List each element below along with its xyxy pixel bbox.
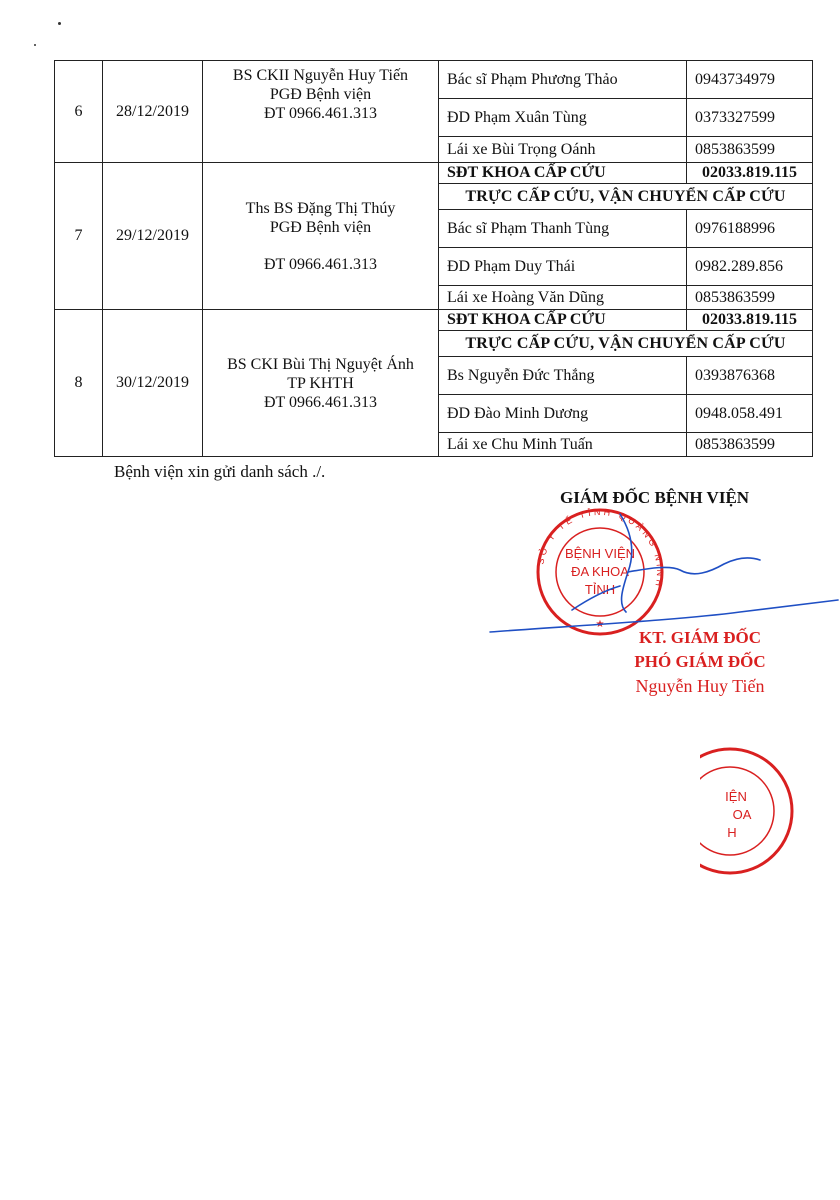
leader-position: PGĐ Bệnh viện bbox=[269, 218, 372, 236]
scan-speck bbox=[34, 44, 36, 46]
partial-seal-line-2: OA bbox=[732, 807, 752, 822]
row-number: 7 bbox=[55, 163, 103, 310]
staff-name: Bs Nguyễn Đức Thắng bbox=[439, 357, 687, 395]
partial-seal-line-3: H bbox=[727, 825, 737, 840]
leader-name: Ths BS Đặng Thị Thúy bbox=[245, 199, 396, 217]
leader-phone: ĐT 0966.461.313 bbox=[263, 393, 378, 411]
staff-name: Lái xe Chu Minh Tuấn bbox=[439, 433, 687, 457]
staff-phone: 0976188996 bbox=[687, 210, 813, 248]
scan-speck bbox=[58, 22, 61, 25]
leader-name: BS CKII Nguyễn Huy Tiến bbox=[232, 67, 409, 84]
table-row bbox=[55, 61, 813, 99]
seal-line-1: BỆNH VIỆN bbox=[564, 546, 636, 561]
duty-date: 28/12/2019 bbox=[103, 61, 203, 163]
staff-name: ĐD Phạm Xuân Tùng bbox=[439, 99, 687, 137]
seal-line-2: ĐA KHOA bbox=[571, 564, 629, 579]
table-row bbox=[55, 163, 813, 184]
emergency-phone-label: SĐT KHOA CẤP CỨU bbox=[439, 310, 687, 331]
duty-header: TRỰC CẤP CỨU, VẬN CHUYỂN CẤP CỨU bbox=[439, 184, 813, 210]
staff-phone: 0948.058.491 bbox=[687, 395, 813, 433]
partial-seal bbox=[700, 745, 800, 880]
duty-header: TRỰC CẤP CỨU, VẬN CHUYỂN CẤP CỨU bbox=[439, 331, 813, 357]
closing-statement: Bệnh viện xin gửi danh sách ./. bbox=[114, 462, 326, 481]
leader-phone: ĐT 0966.461.313 bbox=[263, 105, 378, 122]
seal-ring-text: SỞ Y TẾ TỈNH QUẢNG NINH bbox=[535, 506, 666, 591]
staff-name: ĐD Phạm Duy Thái bbox=[439, 248, 687, 286]
signature-block bbox=[600, 626, 800, 698]
row-number: 8 bbox=[55, 310, 103, 457]
table-row bbox=[55, 310, 813, 331]
staff-name: Lái xe Hoàng Văn Dũng bbox=[439, 286, 687, 310]
signature-role: PHÓ GIÁM ĐỐC bbox=[634, 652, 766, 671]
duty-roster-table bbox=[54, 60, 813, 457]
staff-phone: 0853863599 bbox=[687, 286, 813, 310]
staff-name: Lái xe Bùi Trọng Oánh bbox=[439, 137, 687, 163]
staff-phone: 0393876368 bbox=[687, 357, 813, 395]
staff-name: ĐD Đào Minh Dương bbox=[439, 395, 687, 433]
emergency-phone-label: SĐT KHOA CẤP CỨU bbox=[439, 163, 687, 184]
leader-position: TP KHTH bbox=[287, 374, 354, 392]
staff-phone: 0853863599 bbox=[687, 137, 813, 163]
emergency-phone: 02033.819.115 bbox=[687, 163, 813, 184]
leader-cell bbox=[203, 163, 439, 310]
duty-date: 29/12/2019 bbox=[103, 163, 203, 310]
handwritten-signature bbox=[480, 510, 840, 640]
signer-name: Nguyễn Huy Tiến bbox=[635, 676, 765, 696]
staff-phone: 0982.289.856 bbox=[687, 248, 813, 286]
signature-delegation: KT. GIÁM ĐỐC bbox=[639, 628, 761, 647]
staff-name: Bác sĩ Phạm Thanh Tùng bbox=[439, 210, 687, 248]
staff-name: Bác sĩ Phạm Phương Thảo bbox=[439, 61, 687, 99]
leader-cell bbox=[203, 61, 439, 163]
leader-cell bbox=[203, 310, 439, 457]
director-title: GIÁM ĐỐC BỆNH VIỆN bbox=[560, 488, 750, 507]
leader-phone: ĐT 0966.461.313 bbox=[263, 255, 378, 273]
emergency-phone: 02033.819.115 bbox=[687, 310, 813, 331]
seal-line-3: TỈNH bbox=[584, 582, 616, 597]
staff-phone: 0373327599 bbox=[687, 99, 813, 137]
star-icon: ★ bbox=[595, 619, 605, 630]
partial-seal-line-1: IỆN bbox=[725, 789, 747, 804]
leader-position: PGĐ Bệnh viện bbox=[269, 86, 372, 103]
duty-date: 30/12/2019 bbox=[103, 310, 203, 457]
row-number: 6 bbox=[55, 61, 103, 163]
staff-phone: 0943734979 bbox=[687, 61, 813, 99]
staff-phone: 0853863599 bbox=[687, 433, 813, 457]
leader-name: BS CKI Bùi Thị Nguyệt Ánh bbox=[227, 355, 414, 373]
